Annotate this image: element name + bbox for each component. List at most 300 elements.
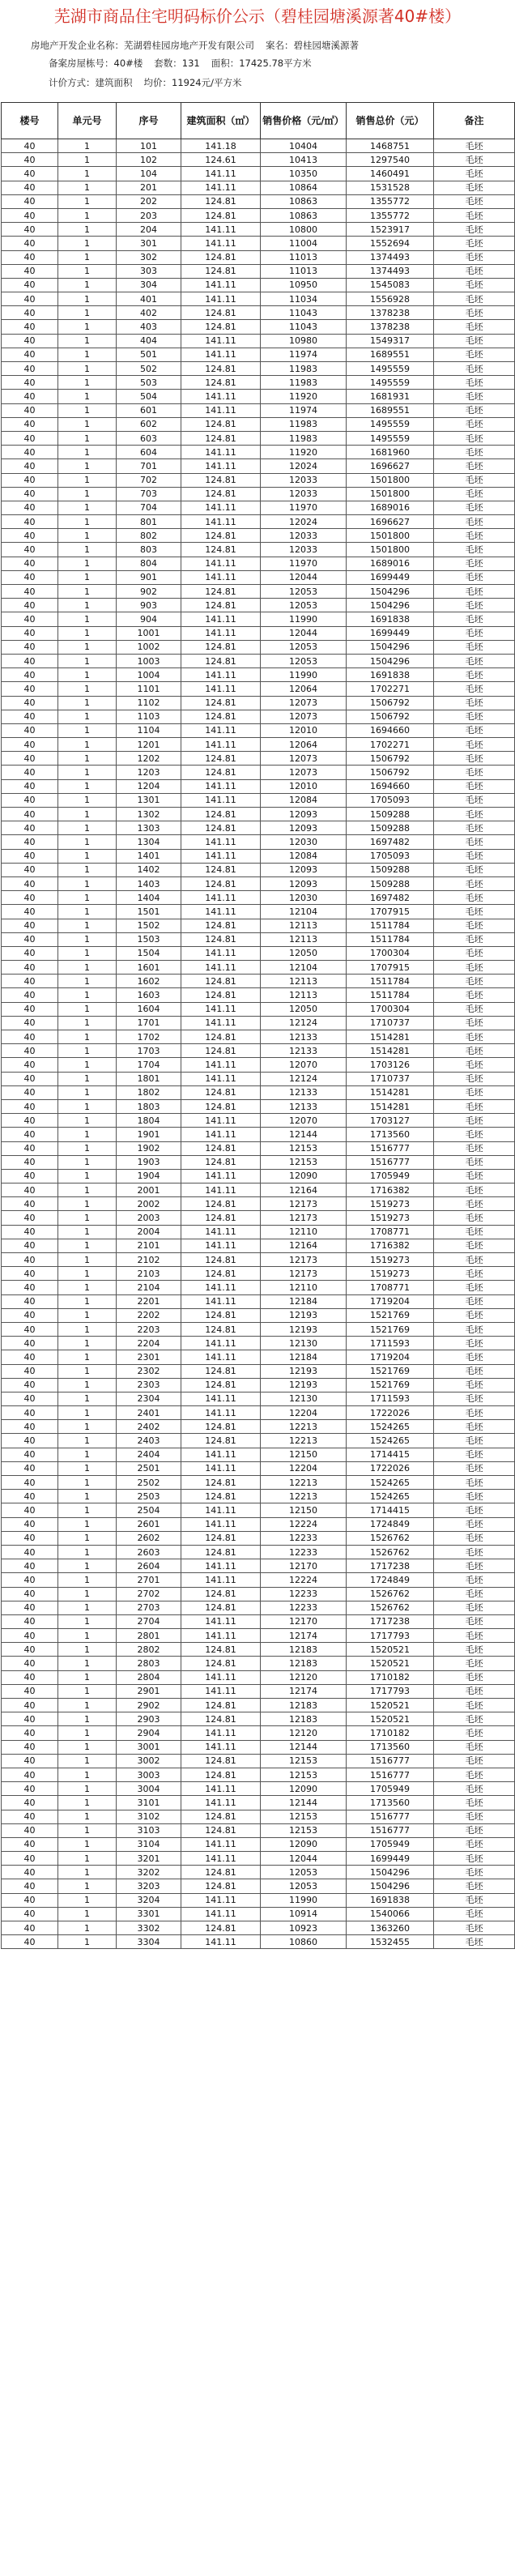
note-cell: 毛坯 [434,181,515,194]
table-row [2,1921,515,1935]
area-cell: 141.11 [181,1294,261,1308]
area-cell: 124.81 [181,1308,261,1322]
header-note: 备注 [434,103,515,139]
area-cell: 141.11 [181,738,261,752]
price-cell: 12144 [261,1740,347,1754]
total-cell: 1717238 [347,1559,434,1573]
room-cell: 2104 [117,1281,181,1294]
note-cell: 毛坯 [434,362,515,376]
area-cell: 124.81 [181,1378,261,1392]
note-cell: 毛坯 [434,1406,515,1420]
total-cell: 1552694 [347,237,434,250]
room-cell: 3304 [117,1935,181,1949]
note-cell: 毛坯 [434,417,515,431]
table-row [2,1030,515,1044]
room-cell: 403 [117,320,181,334]
room-cell: 1202 [117,752,181,766]
table-row [2,849,515,863]
area-cell: 124.81 [181,1197,261,1211]
total-cell: 1545083 [347,278,434,292]
note-cell: 毛坯 [434,529,515,543]
note-cell: 毛坯 [434,1573,515,1587]
area-cell: 141.11 [181,1406,261,1420]
note-cell: 毛坯 [434,710,515,723]
table-row [2,1907,515,1921]
unit-cell: 1 [58,835,117,849]
unit-cell: 1 [58,1866,117,1879]
building-cell: 40 [2,1670,58,1684]
unit-cell: 1 [58,1754,117,1768]
area-cell: 124.81 [181,988,261,1002]
price-cell: 12050 [261,1002,347,1016]
area-cell: 141.11 [181,849,261,863]
building-cell: 40 [2,723,58,737]
area-cell: 141.11 [181,626,261,640]
price-cell: 12213 [261,1434,347,1448]
room-cell: 2303 [117,1378,181,1392]
unit-cell: 1 [58,1016,117,1030]
price-cell: 12173 [261,1211,347,1225]
table-row [2,557,515,570]
area-cell: 141.11 [181,1337,261,1350]
note-cell: 毛坯 [434,932,515,946]
area-cell: 141.11 [181,1726,261,1740]
total-cell: 1691838 [347,668,434,682]
area-cell: 124.81 [181,362,261,376]
room-cell: 2404 [117,1448,181,1461]
price-cell: 12084 [261,793,347,807]
room-cell: 3104 [117,1837,181,1851]
room-cell: 902 [117,585,181,599]
price-cell: 12173 [261,1197,347,1211]
room-cell: 1903 [117,1155,181,1169]
unit-cell: 1 [58,821,117,835]
table-row [2,431,515,445]
building-cell: 40 [2,1420,58,1434]
price-cell: 12030 [261,891,347,905]
unit-cell: 1 [58,1935,117,1949]
unit-cell: 1 [58,417,117,431]
table-row [2,640,515,654]
building-number: 40#楼 [113,58,143,69]
room-cell: 2701 [117,1573,181,1587]
total-cell: 1378238 [347,306,434,320]
unit-cell: 1 [58,612,117,626]
note-cell: 毛坯 [434,557,515,570]
unit-cell: 1 [58,1058,117,1072]
price-cell: 12133 [261,1044,347,1058]
building-cell: 40 [2,264,58,278]
price-cell: 12183 [261,1643,347,1657]
building-cell: 40 [2,1141,58,1155]
unit-cell: 1 [58,738,117,752]
note-cell: 毛坯 [434,264,515,278]
building-cell: 40 [2,1044,58,1058]
building-cell: 40 [2,1085,58,1099]
note-cell: 毛坯 [434,626,515,640]
unit-cell: 1 [58,1823,117,1837]
price-cell: 12204 [261,1406,347,1420]
unit-cell: 1 [58,348,117,361]
area-cell: 124.81 [181,919,261,932]
total-cell: 1556928 [347,292,434,306]
total-cell: 1713560 [347,1796,434,1810]
area-cell: 124.81 [181,710,261,723]
note-cell: 毛坯 [434,1866,515,1879]
table-row [2,710,515,723]
room-cell: 2704 [117,1614,181,1628]
area-cell: 141.11 [181,348,261,361]
area-cell: 124.81 [181,1364,261,1378]
room-cell: 1203 [117,766,181,779]
total-cell: 1699449 [347,1852,434,1866]
area-cell: 141.11 [181,1614,261,1628]
table-row [2,723,515,737]
note-cell: 毛坯 [434,876,515,890]
area-cell: 124.81 [181,320,261,334]
price-cell: 12093 [261,863,347,876]
unit-cell: 1 [58,529,117,543]
total-cell: 1710737 [347,1072,434,1085]
price-cell: 12073 [261,710,347,723]
note-cell: 毛坯 [434,237,515,250]
unit-cell: 1 [58,585,117,599]
total-area: 17425.78平方米 [239,58,312,69]
area-cell: 141.11 [181,1503,261,1517]
total-cell: 1521769 [347,1308,434,1322]
price-cell: 12224 [261,1573,347,1587]
table-row [2,1852,515,1866]
area-cell: 124.81 [181,376,261,390]
room-cell: 1503 [117,932,181,946]
price-cell: 12184 [261,1350,347,1364]
note-cell: 毛坯 [434,779,515,793]
building-cell: 40 [2,334,58,348]
unit-cell: 1 [58,1490,117,1503]
total-cell: 1689551 [347,348,434,361]
building-cell: 40 [2,905,58,919]
area-cell: 141.11 [181,1350,261,1364]
area-cell: 124.81 [181,1545,261,1559]
building-cell: 40 [2,1866,58,1879]
note-cell: 毛坯 [434,487,515,501]
total-cell: 1516777 [347,1810,434,1823]
price-cell: 12064 [261,738,347,752]
note-cell: 毛坯 [434,1712,515,1726]
table-row [2,1837,515,1851]
unit-cell: 1 [58,403,117,417]
pricing-label: 计价方式： [49,77,96,88]
unit-cell: 1 [58,1531,117,1545]
table-row [2,1614,515,1628]
building-cell: 40 [2,487,58,501]
area-cell: 124.81 [181,1253,261,1267]
price-cell: 10980 [261,334,347,348]
note-cell: 毛坯 [434,1099,515,1113]
price-cell: 12073 [261,766,347,779]
total-cell: 1697482 [347,891,434,905]
room-cell: 1001 [117,626,181,640]
price-cell: 11974 [261,348,347,361]
note-cell: 毛坯 [434,1337,515,1350]
total-cell: 1504296 [347,640,434,654]
unit-cell: 1 [58,654,117,667]
table-row [2,1253,515,1267]
unit-cell: 1 [58,961,117,975]
unit-cell: 1 [58,181,117,194]
unit-cell: 1 [58,1740,117,1754]
price-cell: 12183 [261,1712,347,1726]
unit-cell: 1 [58,1197,117,1211]
room-cell: 302 [117,250,181,264]
total-cell: 1355772 [347,194,434,208]
building-cell: 40 [2,1740,58,1754]
page-title: 芜湖市商品住宅明码标价公示（碧桂园塘溪源著40#楼） [53,6,462,26]
room-cell: 2902 [117,1699,181,1712]
room-cell: 1501 [117,905,181,919]
building-cell: 40 [2,1322,58,1336]
note-cell: 毛坯 [434,1531,515,1545]
price-cell: 12153 [261,1823,347,1837]
building-cell: 40 [2,529,58,543]
total-cell: 1509288 [347,821,434,835]
unit-cell: 1 [58,1657,117,1670]
total-cell: 1506792 [347,710,434,723]
unit-cell: 1 [58,1044,117,1058]
price-cell: 10404 [261,139,347,153]
area-cell: 124.81 [181,654,261,667]
price-cell: 10863 [261,194,347,208]
total-cell: 1516777 [347,1141,434,1155]
building-cell: 40 [2,821,58,835]
unit-cell: 1 [58,905,117,919]
building-cell: 40 [2,668,58,682]
area-cell: 141.11 [181,1281,261,1294]
price-cell: 12233 [261,1531,347,1545]
room-cell: 1801 [117,1072,181,1085]
table-row [2,1866,515,1879]
unit-cell: 1 [58,1629,117,1643]
table-row [2,403,515,417]
room-cell: 1401 [117,849,181,863]
building-cell: 40 [2,431,58,445]
building-cell: 40 [2,808,58,821]
unit-cell: 1 [58,208,117,222]
area-cell: 141.11 [181,835,261,849]
total-cell: 1691838 [347,1893,434,1907]
room-cell: 502 [117,362,181,376]
total-cell: 1511784 [347,988,434,1002]
area-cell: 124.81 [181,473,261,487]
total-cell: 1514281 [347,1099,434,1113]
area-cell: 124.81 [181,306,261,320]
price-cell: 12010 [261,779,347,793]
area-cell: 141.11 [181,1559,261,1573]
header-building: 楼号 [2,103,58,139]
unit-cell: 1 [58,668,117,682]
building-cell: 40 [2,1643,58,1657]
price-cell: 12110 [261,1225,347,1239]
room-cell: 904 [117,612,181,626]
note-cell: 毛坯 [434,348,515,361]
price-cell: 12073 [261,752,347,766]
price-cell: 10800 [261,223,347,237]
area-cell: 141.11 [181,1670,261,1684]
building-cell: 40 [2,1559,58,1573]
total-cell: 1699449 [347,626,434,640]
room-cell: 1201 [117,738,181,752]
area-cell: 124.81 [181,529,261,543]
unit-cell: 1 [58,320,117,334]
table-row [2,320,515,334]
total-cell: 1708771 [347,1225,434,1239]
room-cell: 3301 [117,1907,181,1921]
table-row [2,1643,515,1657]
total-cell: 1722026 [347,1461,434,1475]
total-cell: 1526762 [347,1587,434,1601]
building-cell: 40 [2,793,58,807]
building-cell: 40 [2,1253,58,1267]
area-cell: 124.81 [181,696,261,710]
table-row [2,1002,515,1016]
room-cell: 1703 [117,1044,181,1058]
total-cell: 1519273 [347,1253,434,1267]
price-cell: 12044 [261,1852,347,1866]
area-cell: 124.81 [181,1866,261,1879]
area-cell: 124.81 [181,1434,261,1448]
note-cell: 毛坯 [434,1253,515,1267]
building-cell: 40 [2,1239,58,1252]
total-cell: 1689551 [347,403,434,417]
note-cell: 毛坯 [434,501,515,514]
price-cell: 12193 [261,1378,347,1392]
price-cell: 12213 [261,1490,347,1503]
room-cell: 1603 [117,988,181,1002]
note-cell: 毛坯 [434,1559,515,1573]
table-row [2,1420,515,1434]
price-cell: 10923 [261,1921,347,1935]
building-cell: 40 [2,223,58,237]
room-cell: 3002 [117,1754,181,1768]
area-cell: 124.81 [181,194,261,208]
price-cell: 12213 [261,1420,347,1434]
note-cell: 毛坯 [434,696,515,710]
room-cell: 2603 [117,1545,181,1559]
table-row [2,1559,515,1573]
total-cell: 1724849 [347,1573,434,1587]
table-row [2,237,515,250]
unit-cell: 1 [58,223,117,237]
area-cell: 124.81 [181,1879,261,1893]
price-cell: 12090 [261,1837,347,1851]
building-cell: 40 [2,1072,58,1085]
building-cell: 40 [2,1712,58,1726]
total-cell: 1501800 [347,543,434,557]
building-cell: 40 [2,585,58,599]
unit-cell: 1 [58,1128,117,1141]
area-cell: 124.81 [181,417,261,431]
price-cell: 11970 [261,557,347,570]
note-cell: 毛坯 [434,1614,515,1628]
price-cell: 12144 [261,1796,347,1810]
unit-cell: 1 [58,696,117,710]
building-cell: 40 [2,1545,58,1559]
table-row [2,1810,515,1823]
building-cell: 40 [2,1378,58,1392]
building-cell: 40 [2,738,58,752]
area-cell: 141.11 [181,459,261,473]
table-row [2,1796,515,1810]
area-cell: 141.11 [181,1907,261,1921]
price-cell: 12124 [261,1016,347,1030]
price-cell: 12193 [261,1364,347,1378]
room-cell: 104 [117,167,181,181]
note-cell: 毛坯 [434,167,515,181]
note-cell: 毛坯 [434,473,515,487]
price-cell: 12113 [261,919,347,932]
table-row [2,1308,515,1322]
room-cell: 2802 [117,1643,181,1657]
building-cell: 40 [2,1197,58,1211]
price-cell: 12053 [261,640,347,654]
total-cell: 1681960 [347,446,434,459]
area-cell: 124.81 [181,766,261,779]
note-cell: 毛坯 [434,1392,515,1405]
price-cell: 12153 [261,1155,347,1169]
unit-cell: 1 [58,723,117,737]
note-cell: 毛坯 [434,250,515,264]
note-cell: 毛坯 [434,1030,515,1044]
room-cell: 1901 [117,1128,181,1141]
total-cell: 1495559 [347,362,434,376]
unit-cell: 1 [58,808,117,821]
table-row [2,1684,515,1698]
table-row [2,905,515,919]
price-cell: 12144 [261,1128,347,1141]
price-cell: 11034 [261,292,347,306]
building-cell: 40 [2,1531,58,1545]
area-cell: 141.11 [181,1002,261,1016]
table-row [2,1517,515,1531]
unit-cell: 1 [58,1837,117,1851]
unit-cell: 1 [58,473,117,487]
building-cell: 40 [2,153,58,167]
note-cell: 毛坯 [434,1197,515,1211]
unit-cell: 1 [58,1559,117,1573]
table-row [2,1364,515,1378]
total-cell: 1511784 [347,919,434,932]
price-cell: 12053 [261,599,347,612]
building-cell: 40 [2,654,58,667]
building-cell: 40 [2,139,58,153]
table-row [2,1337,515,1350]
table-row [2,194,515,208]
total-cell: 1703127 [347,1114,434,1128]
area-cell: 124.81 [181,1768,261,1781]
total-cell: 1689016 [347,557,434,570]
building-cell: 40 [2,1058,58,1072]
price-cell: 12183 [261,1699,347,1712]
price-cell: 12030 [261,835,347,849]
area-cell: 141.11 [181,723,261,737]
unit-cell: 1 [58,1378,117,1392]
price-cell: 12233 [261,1545,347,1559]
room-cell: 304 [117,278,181,292]
note-cell: 毛坯 [434,515,515,529]
room-cell: 203 [117,208,181,222]
table-row [2,1016,515,1030]
unit-cell: 1 [58,1114,117,1128]
